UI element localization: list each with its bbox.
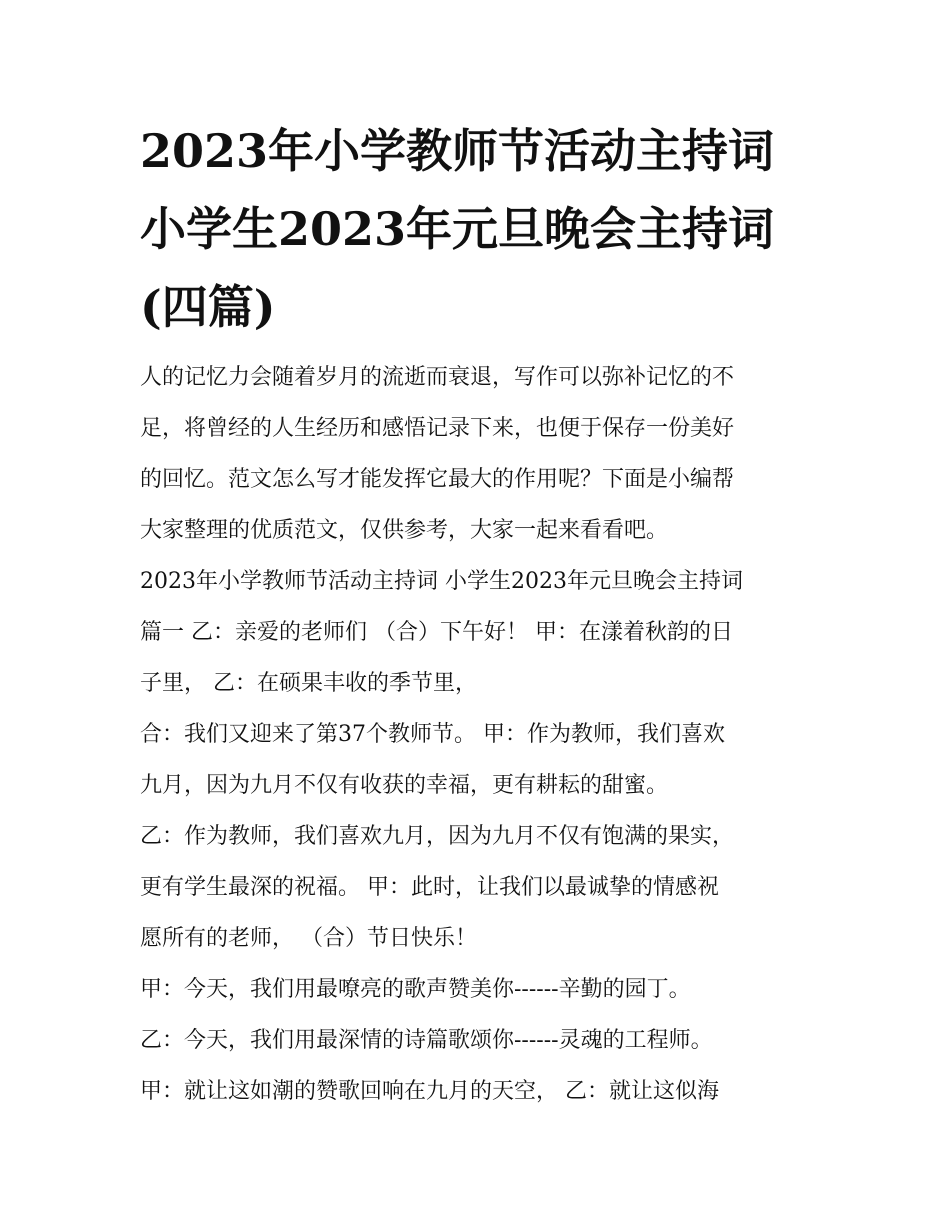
body-line: 人的记忆力会随着岁月的流逝而衰退，写作可以弥补记忆的不	[140, 365, 735, 390]
body-line: 乙：今天，我们用最深情的诗篇歌颂你------灵魂的工程师。	[140, 1028, 713, 1053]
body-line: 愿所有的老师， （合）节日快乐！	[140, 926, 477, 951]
body-line: 乙：作为教师，我们喜欢九月，因为九月不仅有饱满的果实，	[140, 824, 735, 849]
body-line: 的回忆。范文怎么写才能发挥它最大的作用呢？下面是小编帮	[140, 467, 735, 492]
body-line: 合：我们又迎来了第37个教师节。 甲：作为教师，我们喜欢	[140, 722, 725, 747]
body-line: 九月，因为九月不仅有收获的幸福，更有耕耘的甜蜜。	[140, 773, 669, 798]
document-body	[140, 352, 820, 1117]
body-line: 甲：今天，我们用最嘹亮的歌声赞美你------辛勤的园丁。	[140, 977, 691, 1002]
body-line: 篇一 乙：亲爱的老师们 （合）下午好！ 甲：在漾着秋韵的日	[140, 620, 733, 645]
title-line-2: 小学生2023年元旦晚会主持词	[140, 202, 775, 256]
body-line: 甲：就让这如潮的赞歌回响在九月的天空， 乙：就让这似海	[140, 1079, 719, 1104]
body-line: 子里， 乙：在硕果丰收的季节里，	[140, 671, 477, 696]
title-line-1: 2023年小学教师节活动主持词	[140, 124, 775, 178]
body-line: 足，将曾经的人生经历和感悟记录下来，也便于保存一份美好	[140, 416, 735, 441]
body-line: 大家整理的优质范文，仅供参考，大家一起来看看吧。	[140, 518, 669, 543]
section-heading-line: 2023年小学教师节活动主持词 小学生2023年元旦晚会主持词	[140, 569, 743, 594]
document-title	[140, 112, 820, 346]
body-line: 更有学生最深的祝福。 甲：此时，让我们以最诚挚的情感祝	[140, 875, 719, 900]
title-line-3: (四篇)	[140, 280, 276, 334]
